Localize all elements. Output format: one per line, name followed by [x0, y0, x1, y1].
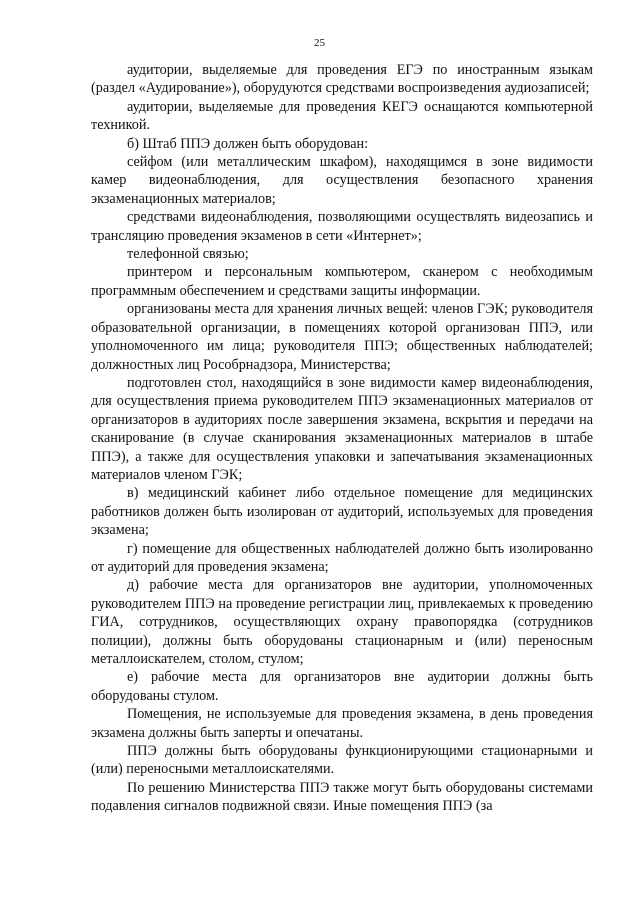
paragraph-audio-rooms: аудитории, выделяемые для проведения ЕГЭ по иностранным языкам (раздел «Аудирование»), оборудуются средствами воспроизведения аудиозаписей;	[91, 62, 593, 97]
paragraph-medical-room: в) медицинский кабинет либо отдельное помещение для медицинских работников должен быть изолирован от аудиторий, используемых для проведения экзамена;	[91, 485, 593, 539]
paragraph-organizer-workplaces: е) рабочие места для организаторов вне аудитории должны быть оборудованы стулом.	[91, 669, 593, 704]
paragraph-metal-detectors: ППЭ должны быть оборудованы функционирующими стационарными и (или) переносными металлоискателями.	[91, 743, 593, 778]
paragraph-hq-heading: б) Штаб ППЭ должен быть оборудован:	[127, 135, 369, 152]
paragraph-printer-computer: принтером и персональным компьютером, сканером с необходимым программным обеспечением и средствами защиты информации.	[91, 264, 593, 299]
document-body	[91, 61, 593, 816]
paragraph-observers-room: г) помещение для общественных наблюдателей должно быть изолированно от аудиторий для проведения экзамена;	[91, 540, 593, 575]
paragraph-video-surveillance: средствами видеонаблюдения, позволяющими осуществлять видеозапись и трансляцию проведения экзаменов в сети «Интернет»;	[91, 209, 593, 244]
paragraph-registration-workplaces: д) рабочие места для организаторов вне аудитории, уполномоченных руководителем ППЭ на проведение регистрации лиц, привлекаемых к проведению ГИА, сотрудников, осуществляющих охрану правопорядка (сотрудников полиции), должны быть оборудованы стационарным и (или) переносным металлоискателем, столом, стулом;	[91, 577, 593, 667]
paragraph-personal-storage: организованы места для хранения личных вещей: членов ГЭК; руководителя образовательной организации, в помещениях которой организован ППЭ, или уполномоченного им лица; руководителя ППЭ; общественных наблюдателей; должностных лиц Рособрнадзора, Министерства;	[91, 301, 593, 373]
paragraph-unused-rooms: Помещения, не используемые для проведения экзамена, в день проведения экзамена должны быть заперты и опечатаны.	[91, 706, 593, 741]
page-number: 25	[314, 37, 325, 49]
paragraph-kege-rooms: аудитории, выделяемые для проведения КЕГЭ оснащаются компьютерной техникой.	[91, 98, 593, 134]
paragraph-telephone: телефонной связью;	[127, 246, 249, 263]
paragraph-signal-suppression: По решению Министерства ППЭ также могут быть оборудованы системами подавления сигналов подвижной связи. Иные помещения ППЭ (за	[91, 779, 593, 815]
paragraph-safe: сейфом (или металлическим шкафом), находящимся в зоне видимости камер видеонаблюдения, для осуществления безопасного хранения экзаменационных материалов;	[91, 154, 593, 207]
paragraph-reception-table: подготовлен стол, находящийся в зоне видимости камер видеонаблюдения, для осуществления приема руководителем ППЭ экзаменационных материалов от организаторов в аудиториях после завершения экзамена, вскрытия и передачи на сканирование (в случае сканирования экзаменационных материалов в штабе ППЭ), а также для осуществления упаковки и запечатывания экзаменационных материалов членом ГЭК;	[91, 374, 593, 483]
